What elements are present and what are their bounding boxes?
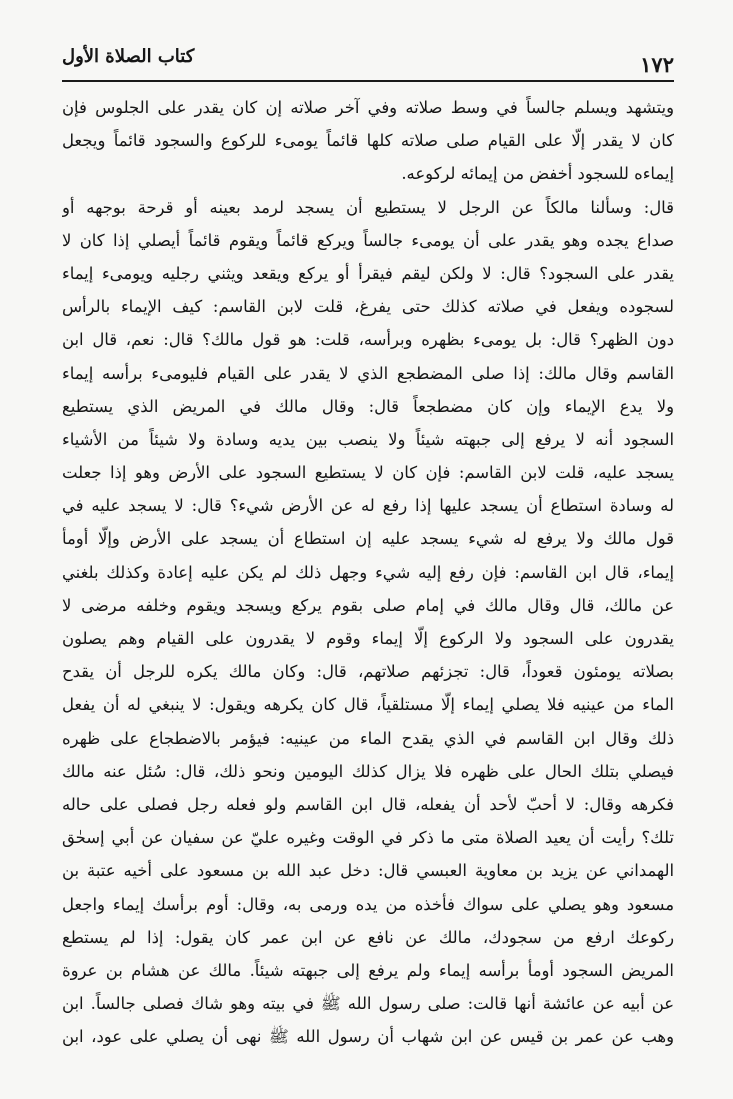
text-line: ولا يدع الإيماء وإن كان مضطجعاً قال: وقال مالك في المريض الذي يستطيع [62, 396, 674, 416]
text-line: الماء من عينيه فلا يصلي إيماء إلّا مستلقياً، قال كان يكرهه ويقول: لا ينبغي له أن يفعل [62, 695, 674, 715]
text-line: فيصلي بتلك الحال على ظهره فلا يزال كذلك اليومين ونحو ذلك، قال: سُئل عنه مالك [62, 761, 674, 781]
text-line: يسجد عليه، قلت لابن القاسم: فإن كان لا يستطيع السجود على الأرض وهو إذا جعلت [62, 463, 674, 483]
header-rule [62, 80, 674, 82]
text-line: ويتشهد ويسلم جالساً في وسط صلاته وفي آخر صلاته إن كان يقدر على الجلوس فإن [62, 98, 674, 117]
text-line: مسعود وهو يصلي على سواك فأخذه من يده ورمى به، وقال: أوم برأسك إيماء واجعل [62, 894, 674, 914]
text-line: قال: وسألنا مالكاً عن الرجل لا يستطيع أن يسجد لرمد بعينه أو قرحة بوجهه أو [62, 197, 674, 217]
text-line: تلك؟ رأيت أن يعيد الصلاة متى ما ذكر في الوقت وغيره عليّ عن سفيان عن أبي إسحٰق [62, 828, 674, 848]
text-line: إيماءه للسجود أخفض من إيمائه لركوعه. [401, 164, 674, 184]
text-line: فكرهه وقال: لا أحبّ لأحد أن يفعله، قال ابن القاسم ولو فعله رجل فصلى على حاله [62, 794, 674, 814]
text-line: عن مالك، قال وقال مالك في إمام صلى بقوم يركع ويسجد ويقوم وخلفه مرضى لا [62, 595, 674, 615]
page-number: ١٧٢ [640, 52, 674, 77]
page-header [62, 38, 674, 78]
text-line: لسجوده ويفعل في صلاته كذلك حتى يفرغ، قلت لابن القاسم: كيف الإيماء بالرأس [62, 297, 674, 317]
text-line: دون الظهر؟ قال: بل يومىء بظهره وبرأسه، قلت: هو قول مالك؟ قال: نعم، قال ابن [62, 330, 674, 350]
text-line: له وسادة استطاع أن يسجد عليها إذا رفع له عن الأرض شيء؟ قال: لا يسجد عليه في [62, 496, 674, 516]
text-line: عن أبيه عن عائشة أنها قالت: صلى رسول الله ﷺ في بيته وهو شاك فصلى جالساً. ابن [62, 994, 674, 1014]
text-line: يقدرون على السجود ولا الركوع إلّا إيماء وقوم لا يقدرون على القيام وهم يصلون [62, 629, 674, 648]
text-line: القاسم وقال مالك: إذا صلى المضطجع الذي لا يقدر على القيام فليومىء برأسه إيماء [62, 363, 674, 383]
text-line: قول مالك ولا يرفع له شيء يسجد عليه إن استطاع أن يسجد على الأرض وإلّا أومأ [62, 529, 674, 549]
body-text [62, 91, 674, 1053]
text-line: المريض السجود أومأ برأسه إيماء ولم يرفع إلى جبهته شيئاً. مالك عن هشام بن عروة [62, 960, 674, 980]
text-line: بصلاته يومئون قعوداً، قال: تجزئهم صلاتهم، قال: وكان مالك يكره للرجل أن يقدح [62, 662, 674, 682]
running-title: كتاب الصلاة الأول [62, 46, 195, 67]
text-line: إيماء، قال ابن القاسم: فإن رفع إليه شيء وجهل ذلك لم يكن عليه إعادة وكذلك بلغني [62, 562, 674, 582]
text-line: ركوعك ارفع من سجودك، مالك عن نافع عن ابن عمر كان يقول: إذا لم يستطع [62, 927, 674, 947]
text-line: يقدر على السجود؟ قال: لا ولكن ليقم فيقرأ أو يركع ويقعد ويثني رجليه ويومىء إيماء [62, 263, 674, 283]
text-line: وهب عن عمر بن قيس عن ابن شهاب أن رسول الله ﷺ نهى أن يصلي على عود، ابن [62, 1027, 674, 1047]
text-line: صداع يجده وهو يقدر على أن يومىء جالساً ويركع قائماً ويقوم قائماً أيصلي إذا كان لا [62, 230, 674, 250]
text-line: ذلك وقال ابن القاسم في الذي يقدح الماء من عينيه: فيؤمر بالاضطجاع على ظهره [62, 728, 674, 748]
text-line: الهمداني عن يزيد بن معاوية العبسي قال: دخل عبد الله بن مسعود على أخيه عتبة بن [62, 861, 674, 881]
text-line: كان لا يقدر إلّا على القيام صلى صلاته كلها قائماً يومىء للركوع والسجود قائماً ويجعل [62, 131, 674, 151]
text-line: السجود أنه لا يرفع إلى جبهته شيئاً ولا ينصب بين يديه وسادة ولا شيئاً من الأشياء [62, 429, 674, 449]
